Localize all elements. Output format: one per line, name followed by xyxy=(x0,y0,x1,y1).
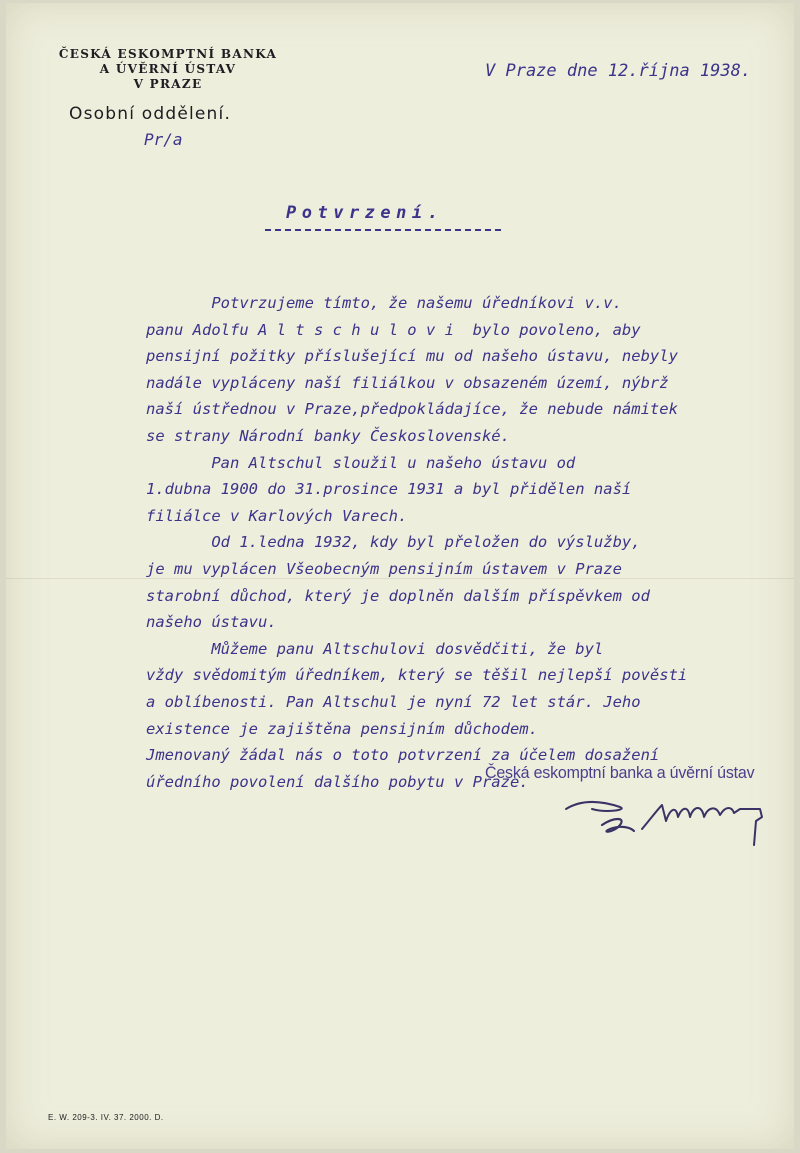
letter-body xyxy=(146,290,786,795)
body-line: Pan Altschul sloužil u našeho ústavu od xyxy=(146,453,576,472)
department-name: Osobní oddělení. xyxy=(69,104,232,124)
body-line: je mu vyplácen Všeobecným pensijním ústavem v Praze xyxy=(146,559,622,578)
body-line: našeho ústavu. xyxy=(146,613,277,632)
body-line: filiálce v Karlových Varech. xyxy=(146,506,408,525)
body-line: Potvrzujeme tímto, že našemu úředníkovi v.v. xyxy=(146,294,622,312)
body-line: a oblíbenosti. Pan Altschul je nyní 72 let stár. Jeho xyxy=(146,692,641,711)
document-title: Potvrzení. xyxy=(286,203,444,223)
body-line: existence je zajištěna pensijním důchodem. xyxy=(146,719,538,738)
letter-date: V Praze dne 12.října 1938. xyxy=(485,61,752,81)
body-line: Jmenovaný žádal nás o toto potvrzení za účelem dosažení xyxy=(146,746,660,765)
printer-code: E. W. 209-3. IV. 37. 2000. D. xyxy=(48,1113,164,1122)
bank-letterhead xyxy=(38,47,298,92)
letterhead-line-1: ČESKÁ ESKOMPTNÍ BANKA xyxy=(58,47,278,61)
letterhead-line-2: A ÚVĚRNÍ ÚSTAV xyxy=(99,62,237,76)
letter-page xyxy=(6,3,794,1149)
bank-stamp: Česká eskomptní banka a úvěrní ústav xyxy=(485,764,755,783)
body-line: Můžeme panu Altschulovi dosvědčiti, že byl xyxy=(146,639,604,658)
body-line: pensijní požitky příslušející mu od našeho ústavu, nebyly xyxy=(146,347,678,366)
body-line: naší ústřednou v Praze,předpokládajíce, že nebude námitek xyxy=(146,400,678,419)
letterhead-line-3: V PRAZE xyxy=(133,77,203,91)
reference-mark: Pr/a xyxy=(144,130,183,149)
body-line: 1.dubna 1900 do 31.prosince 1931 a byl přidělen naší xyxy=(146,480,632,499)
title-underline xyxy=(265,229,501,231)
body-line: úředního povolení dalšího pobytu v Praze. xyxy=(146,772,529,791)
body-line: Od 1.ledna 1932, kdy byl přeložen do výslužby, xyxy=(146,533,641,552)
handwritten-signature xyxy=(562,787,772,857)
body-line: se strany Národní banky Československé. xyxy=(146,426,510,445)
body-line: vždy svědomitým úředníkem, který se těšil nejlepší pověsti xyxy=(146,666,688,685)
body-line: starobní důchod, který je doplněn dalším příspěvkem od xyxy=(146,586,650,605)
body-line: panu Adolfu A l t s c h u l o v i bylo povoleno, aby xyxy=(146,320,641,339)
body-line: nadále vypláceny naší filiálkou v obsazeném území, nýbrž xyxy=(146,373,669,392)
